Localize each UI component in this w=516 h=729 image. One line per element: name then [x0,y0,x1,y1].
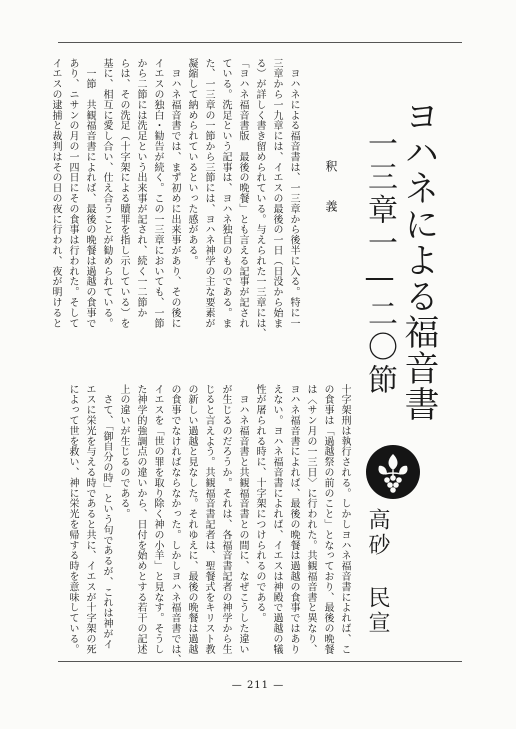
text-column: ヨハネ福音書では、まず初めに出来事があり、その後に [169,58,180,329]
passage-reference: 一三章一—二〇節 [362,128,397,397]
text-column: さて、「御自分の時」という句であるが、これは神がイ [101,384,112,650]
text-column: の食事は「過越祭の前のこと」となっており、最後の晩餐 [322,384,333,655]
text-column: イエスを「世の罪を取り除く神の小羊」と見なす。そうし [152,384,163,655]
article-title: ヨハネによる福音書 [399,98,439,422]
author-name: 高砂 民宣 [365,508,390,636]
text-column: ヨハネによる福音書は、一三章から後半に入る。特に一 [288,58,299,329]
text-column: る）が詳しく書き留められている。与えられた一三章には、 [254,58,265,339]
text-column: イエスの逮捕と裁判はその日の夜に行われ、夜が明けると [50,58,61,329]
text-column: 三章から一九章には、イエスの最後の一日（日没から始ま [271,58,282,329]
text-column: らは、その洗足（十字架による贖罪を指し示している）を [118,58,129,329]
text-column: えない。ヨハネ福音書によれば、イエスは神殿で過越の犠 [271,384,282,655]
text-column: の新しい過越と見なした。それゆえに、最後の晩餐は過越 [186,384,197,655]
text-column: ている。洗足という記事は、ヨハネ独自のものである。ま [220,58,231,329]
text-column: 十字架刑は執行される。しかしヨハネ福音書によれば、こ [339,384,350,655]
text-column: から二節には洗足という出来事が記され、続く一二節か [135,58,146,318]
text-column: エスに栄光を与える時であると共に、イエスが十字架の死 [84,384,95,655]
text-column: じると言えよう。共観福音書記者は、聖餐式をキリスト教 [203,384,214,655]
grape-vine-seal-icon [365,444,421,500]
text-column: は〈サン月の一三日〉に行われた。共観福音書と異なり、 [305,384,316,655]
text-column: によって世を救い、神に栄光を帰する時を意味している。 [67,384,78,655]
top-rule [58,42,462,43]
text-column: 凝縮して納められているといった感がある。 [186,58,197,266]
text-column: 「ヨハネ福音書版 最後の晩餐」とも言える記事が記され [237,58,248,329]
text-column: あり、ニサンの月の一四日にその食事は行われた。そして [67,58,78,329]
bottom-rule [58,661,462,662]
text-column: た神学的強調点の違いから、日付を始めとする若干の記述 [135,384,146,655]
text-column: 上の違いが生じるのである。 [118,384,129,520]
text-column: 一節 共観福音書によれば、最後の晩餐は過越の食事で [84,58,95,329]
text-column: ヨハネ福音書によれば、最後の晩餐は過越の食事ではあり [288,384,299,655]
text-column: の食事でなければならなかった。しかしヨハネ福音書では、 [169,384,180,665]
text-column: イエスの独白・勧告が続く。この一三章においても、一節 [152,58,163,329]
text-column: 性が屠られる時に、十字架につけられるのである。 [254,384,265,624]
text-column: が生じるのだろうか。それは、各福音書記者の神学から生 [220,384,231,655]
page-number: — 211 — [231,680,285,691]
text-column: た、一三章の一節から三節には、ヨハネ神学の主な要素が [203,58,214,329]
text-column: 基に、相互に愛し合い、仕え合うことが勧められている。 [101,58,112,329]
section-heading: 釈 義 [324,160,338,220]
text-column: ヨハネ福音書と共観福音書との間に、なぜこうした違い [237,384,248,655]
